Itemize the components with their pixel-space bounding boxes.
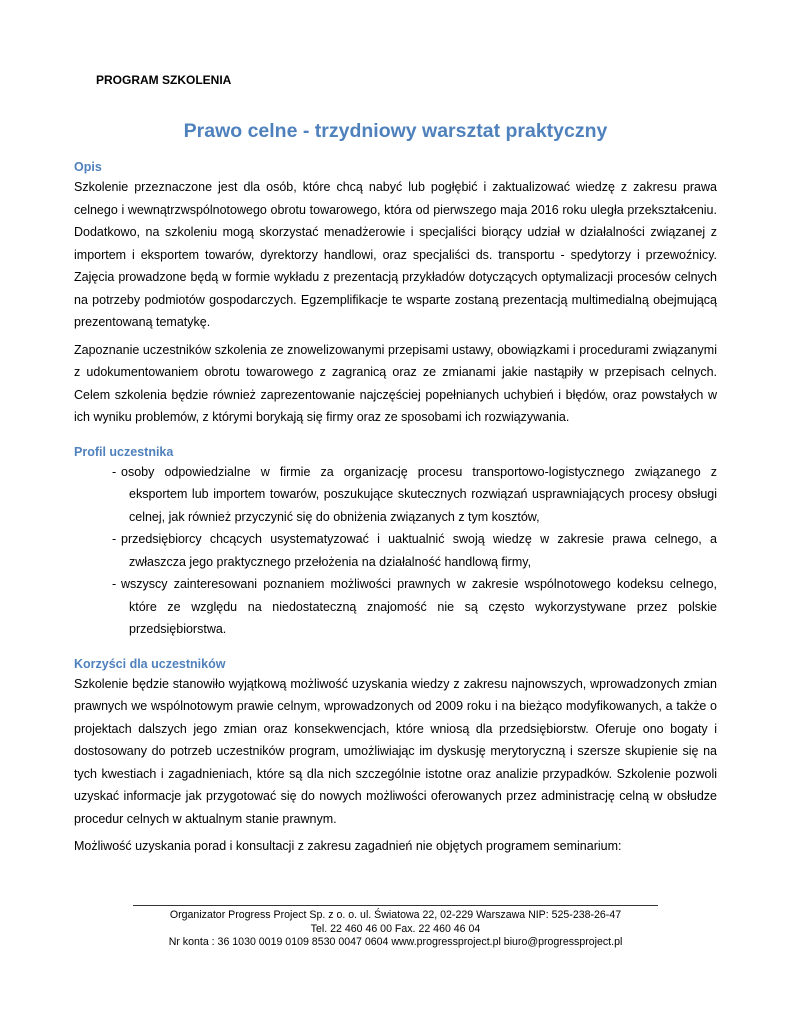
list-item xyxy=(74,573,717,641)
section-heading-korzysci: Korzyści dla uczestników xyxy=(74,656,226,671)
list-item xyxy=(74,528,717,573)
page-footer xyxy=(133,905,658,950)
footer-organizer-line: Organizator Progress Project Sp. z o. o. ul. Światowa 22, 02-229 Warszawa NIP: 525-238-26-47 xyxy=(169,909,622,921)
section-heading-profil: Profil uczestnika xyxy=(74,444,174,459)
bullet-marker: - xyxy=(112,577,117,591)
section-opis xyxy=(74,158,717,429)
footer-divider xyxy=(133,905,658,906)
section-spacer xyxy=(74,641,717,655)
bullet-marker: - xyxy=(112,532,117,546)
korzysci-paragraph: Szkolenie będzie stanowiło wyjątkową możliwość uzyskania wiedzy z zakresu najnowszych, wprowadzonych zmian prawnych we wspólnotowym prawie celnym, wprowadzonych od 2009 roku i na bieżąco modyfikowanych, a także o projektach dalszych jego zmian oraz konsekwencjach, które wniosą dla przedsiębiorstw. Oferuje ono bogaty i dostosowany do potrzeb uczestników program, umożliwiając im dyskusję merytoryczną i szersze skupienie się na tych kwestiach i zagadnieniach, które są dla nich szczególnie istotne oraz analizie przypadków. Szkolenie pozwoli uzyskać informacje jak przygotować się do nowych możliwości oferowanych przez administrację celną w obsłudze procedur celnych w aktualnym stanie prawnym. xyxy=(74,676,717,826)
section-profil xyxy=(74,443,717,641)
list-item-text: przedsiębiorcy chcących usystematyzować i uaktualnić swoją wiedzę w zakresie prawa celnego, a zwłaszcza jego praktycznego przełożenia na działalność handlową firmy, xyxy=(121,532,717,569)
document-body xyxy=(74,158,717,858)
opis-paragraph-1: Szkolenie przeznaczone jest dla osób, które chcą nabyć lub pogłębić i zaktualizować wiedzę z zakresu prawa celnego i wewnątrzwspólnotowego obrotu towarowego, która od pierwszego maja 2016 roku uległa przekształceniu. Dodatkowo, na szkoleniu mogą skorzystać menadżerowie i specjaliści biorący udział w działalności związanej z importem i eksportem towarów, dyrektorzy handlowi, oraz specjaliści ds. transportu - spedytorzy i przewoźnicy. Zajęcia prowadzone będą w formie wykładu z prezentacją przykładów dotyczących optymalizacji procesów celnych na potrzeby podmiotów gospodarczych. Egzemplifikacje te wsparte zostaną prezentacją multimedialną obejmującą prezentowaną tematykę. xyxy=(74,180,717,329)
korzysci-closing: Możliwość uzyskania porad i konsultacji z zakresu zagadnień nie objętych programem seminarium: xyxy=(74,839,622,853)
footer-account-line: Nr konta : 36 1030 0019 0109 8530 0047 0604 www.progressproject.pl biuro@progressproject.pl xyxy=(168,936,623,948)
opis-paragraph-2: Zapoznanie uczestników szkolenia ze znowelizowanymi przepisami ustawy, obowiązkami i procedurami związanymi z udokumentowaniem obrotu towarowego z zagranicą oraz ze zmianami jakie nastąpiły w przepisach celnych. Celem szkolenia będzie również zaprezentowanie najczęściej popełnianych uchybień i błędów, oraz powstałych w ich wyniku problemów, z którymi borykają się firmy oraz ze sposobami ich rozwiązywania. xyxy=(74,342,717,424)
section-heading-opis: Opis xyxy=(74,160,102,174)
list-item xyxy=(74,461,717,529)
list-item-text: osoby odpowiedzialne w firmie za organizację procesu transportowo-logistycznego związanego z eksportem lub importem towarów, poszukujące skutecznych rozwiązań usprawniających procesy obsługi celnej, jak również przyczynić się do obniżenia związanych z tym kosztów, xyxy=(121,464,717,524)
list-item-text: wszyscy zainteresowani poznaniem możliwości prawnych w zakresie wspólnotowego kodeksu celnego, które ze względu na niedostateczną znajomość nie są często wykorzystywane przez polskie przedsiębiorstwa. xyxy=(121,577,717,636)
section-korzysci xyxy=(74,655,717,858)
document-title: Prawo celne - trzydniowy warsztat praktyczny xyxy=(183,120,608,142)
document-label: PROGRAM SZKOLENIA xyxy=(96,73,232,87)
footer-phone-line: Tel. 22 460 46 00 Fax. 22 460 46 04 xyxy=(310,922,481,935)
profil-list xyxy=(74,461,717,641)
bullet-marker: - xyxy=(112,464,117,479)
section-spacer xyxy=(74,429,717,443)
